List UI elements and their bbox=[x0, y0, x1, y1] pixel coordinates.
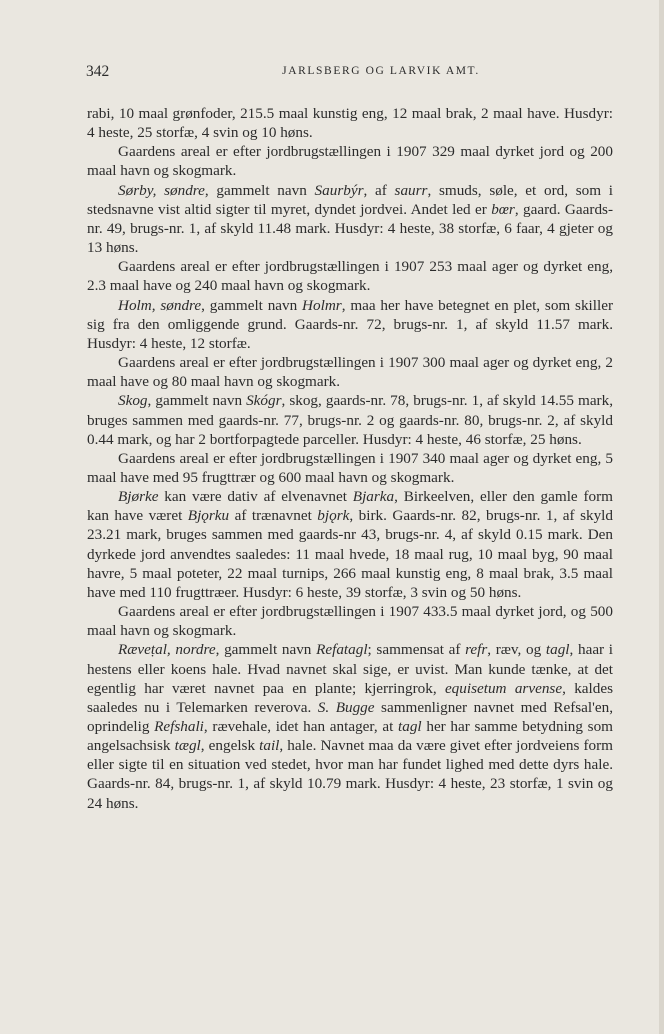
italic-term: Ræveṭal, nordre bbox=[118, 641, 216, 659]
text-run: , skog, gaards-nr. 78, brugs-nr. 1, af skyld 14.55 mark, bruges sammen med gaards-nr. 77, brugs-nr. 2 og gaards-nr. 80, brugs-nr. 2, af skyld 0.44 mark, og har 2 bortforpagtede parceller. Husdyr: 4 heste, 46 storfæ, 25 høns. bbox=[87, 392, 614, 448]
text-run: , gaard. Gaards-nr. 49, brugs-nr. 1, af skyld 11.48 mark. Husdyr: 4 heste, 38 storfæ, 6 faar, 4 gjeter og 13 høns. bbox=[87, 200, 614, 257]
text-run: Gaardens areal er efter jordbrugstællingen i 1907 340 maal ager og dyrket eng, 5 maal have med 95 frugttrær og 600 maal havn og skogmark. bbox=[87, 449, 613, 486]
paragraph bbox=[87, 296, 613, 353]
paragraph bbox=[87, 181, 613, 258]
paragraph bbox=[87, 449, 613, 487]
text-run: , kaldes saaledes nu i Telemarken reverova. bbox=[87, 679, 613, 716]
italic-term: Refatagl bbox=[316, 641, 368, 659]
italic-term: Bjarka bbox=[352, 488, 395, 506]
italic-term: tægl bbox=[174, 737, 201, 755]
italic-term: Bjǫrku bbox=[187, 507, 230, 525]
text-run: , gammelt navn bbox=[201, 296, 303, 314]
text-run: , birk. Gaards-nr. 82, brugs-nr. 1, af skyld 23.21 mark, bruges sammen med gaards-nr 43, brugs-nr. 4, af skyld 0.15 mark. Den dyrkede jord anvendtes saaledes: 11 maal hvede, 18 maal rug, 10 maal byg, 90 maal havre, 5 maal poteter, 22 maal turnips, 266 maal kunstig eng, 8 maal brak, 3.5 maal have med 110 frugttræer. Husdyr: 6 heste, 39 storfæ, 3 svin og 50 høns. bbox=[87, 507, 613, 601]
text-run: , ræv, og bbox=[487, 641, 546, 659]
paragraph bbox=[87, 640, 613, 812]
running-title: JARLSBERG OG LARVIK AMT. bbox=[282, 65, 480, 77]
text-run: , hale. Navnet maa da være givet efter jordveiens form eller sigte til en situation ved stedet, hvor man har fundet lighed med dette dyrs hale. Gaards-nr. 84, brugs-nr. 1, af skyld 10.79 mark. Husdyr: 4 heste, 23 storfæ, 1 svin og 24 høns. bbox=[87, 737, 613, 812]
text-run: , gammelt navn bbox=[204, 181, 315, 199]
italic-term: Skog bbox=[118, 392, 148, 410]
text-run: , rævehale, idet han antager, at bbox=[203, 718, 399, 735]
italic-term: Bjørke bbox=[118, 488, 159, 506]
italic-term: equisetum arvense bbox=[444, 679, 563, 697]
body-text bbox=[87, 104, 613, 813]
text-run: kan være dativ af elvenavnet bbox=[158, 488, 353, 506]
text-run: , haar i hestens eller koens hale. Hvad navnet skal sige, er uvist. Man kunde tænke, at det egentlig har været navnet paa en plante; kjerringrok, bbox=[87, 641, 614, 697]
page-header bbox=[86, 63, 636, 85]
italic-term: Holmr bbox=[302, 296, 342, 314]
paragraph bbox=[87, 257, 613, 295]
italic-term: tagl bbox=[398, 718, 422, 735]
text-run: , gammelt navn bbox=[147, 392, 247, 410]
italic-term: Skógr bbox=[246, 392, 282, 410]
paragraph bbox=[87, 353, 613, 391]
italic-term: saurr bbox=[394, 181, 428, 199]
italic-term: bœr bbox=[491, 200, 515, 218]
paragraph bbox=[87, 487, 613, 602]
italic-term: tail bbox=[259, 737, 280, 755]
text-run: , gammelt navn bbox=[215, 641, 317, 659]
text-run: sammenligner navnet med Refsal'en, oprindelig bbox=[87, 698, 613, 735]
text-run: , engelsk bbox=[200, 737, 260, 755]
italic-term: Refshali bbox=[154, 718, 204, 735]
paragraph bbox=[87, 391, 613, 448]
italic-term: bjǫrk bbox=[317, 507, 350, 525]
page-number: 342 bbox=[86, 63, 110, 80]
text-run: rabi, 10 maal grønfoder, 215.5 maal kunstig eng, 12 maal brak, 2 maal have. Husdyr: 4 heste, 25 storfæ, 4 svin og 10 høns. bbox=[87, 105, 613, 142]
text-run: her har samme betydning som angelsachsisk bbox=[87, 718, 613, 755]
italic-term: S. Bugge bbox=[317, 698, 375, 716]
italic-term: Sørby, søndre bbox=[118, 181, 205, 199]
paragraph bbox=[87, 104, 613, 142]
italic-term: Holm, søndre bbox=[118, 296, 202, 314]
page-edge-shadow bbox=[659, 0, 664, 1034]
text-run: Gaardens areal er efter jordbrugstællingen i 1907 253 maal ager og dyrket eng, 2.3 maal have og 240 maal havn og skogmark. bbox=[87, 258, 613, 295]
paragraph bbox=[87, 142, 613, 180]
paragraph bbox=[87, 602, 613, 640]
italic-term: Saurbýr bbox=[314, 181, 364, 199]
text-run: , maa her have betegnet en plet, som skiller sig fra den omliggende grund. Gaards-nr. 72, brugs-nr. 1, af skyld 11.57 mark. Husdyr: 4 heste, 12 storfæ. bbox=[87, 296, 613, 352]
text-run: , Birkeelven, eller den gamle form kan have været bbox=[87, 488, 613, 525]
italic-term: tagl bbox=[545, 641, 570, 659]
text-run: , smuds, søle, et ord, som i stedsnavne vist altid sigter til myret, dyndet jordvei. Andet led er bbox=[87, 181, 614, 218]
text-run: Gaardens areal er efter jordbrugstællingen i 1907 300 maal ager og dyrket eng, 2 maal have og 80 maal havn og skogmark. bbox=[87, 354, 613, 391]
text-run: af trænavnet bbox=[229, 507, 318, 525]
text-run: , af bbox=[363, 181, 395, 199]
text-run: Gaardens areal er efter jordbrugstællingen i 1907 433.5 maal dyrket jord, og 500 maal havn og skogmark. bbox=[87, 603, 613, 640]
text-run: Gaardens areal er efter jordbrugstællingen i 1907 329 maal dyrket jord og 200 maal havn og skogmark. bbox=[87, 143, 613, 180]
text-run: ; sammensat af bbox=[367, 641, 466, 659]
italic-term: refr bbox=[465, 641, 488, 659]
